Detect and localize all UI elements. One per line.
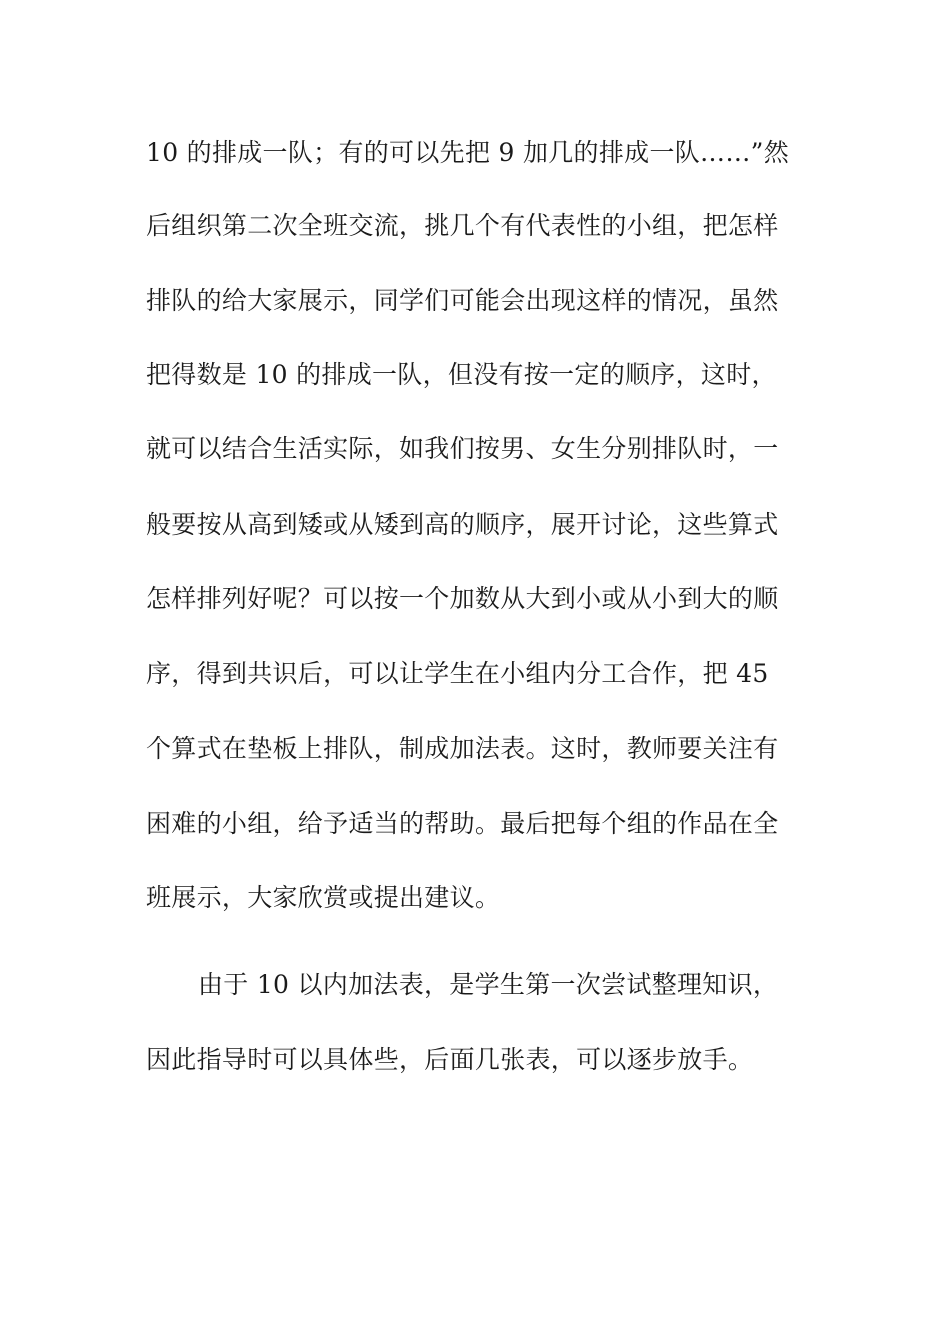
paragraph-1-line-10: 困难的小组，给予适当的帮助。最后把每个组的作品在全 — [146, 809, 779, 838]
paragraph-2-line-1: 由于 10 以内加法表，是学生第一次尝试整理知识， — [198, 970, 779, 999]
paragraph-1-line-1: 10 的排成一队；有的可以先把 9 加几的排成一队……”然 — [146, 138, 790, 167]
paragraph-1-line-2: 后组织第二次全班交流，挑几个有代表性的小组，把怎样 — [146, 211, 779, 240]
paragraph-1-line-3: 排队的给大家展示，同学们可能会出现这样的情况，虽然 — [146, 286, 779, 315]
paragraph-1-line-5: 就可以结合生活实际，如我们按男、女生分别排队时，一 — [146, 434, 779, 463]
paragraph-1-line-7: 怎样排列好呢？可以按一个加数从大到小或从小到大的顺 — [146, 584, 779, 613]
paragraph-1-line-6: 般要按从高到矮或从矮到高的顺序，展开讨论，这些算式 — [146, 510, 779, 539]
paragraph-1-line-4: 把得数是 10 的排成一队，但没有按一定的顺序，这时， — [146, 360, 777, 389]
paragraph-1-line-11: 班展示，大家欣赏或提出建议。 — [146, 883, 501, 912]
paragraph-1-line-9: 个算式在垫板上排队，制成加法表。这时，教师要关注有 — [146, 734, 779, 763]
paragraph-2-line-2: 因此指导时可以具体些，后面几张表，可以逐步放手。 — [146, 1045, 754, 1074]
paragraph-1-line-8: 序，得到共识后，可以让学生在小组内分工合作，把 45 — [146, 659, 769, 688]
